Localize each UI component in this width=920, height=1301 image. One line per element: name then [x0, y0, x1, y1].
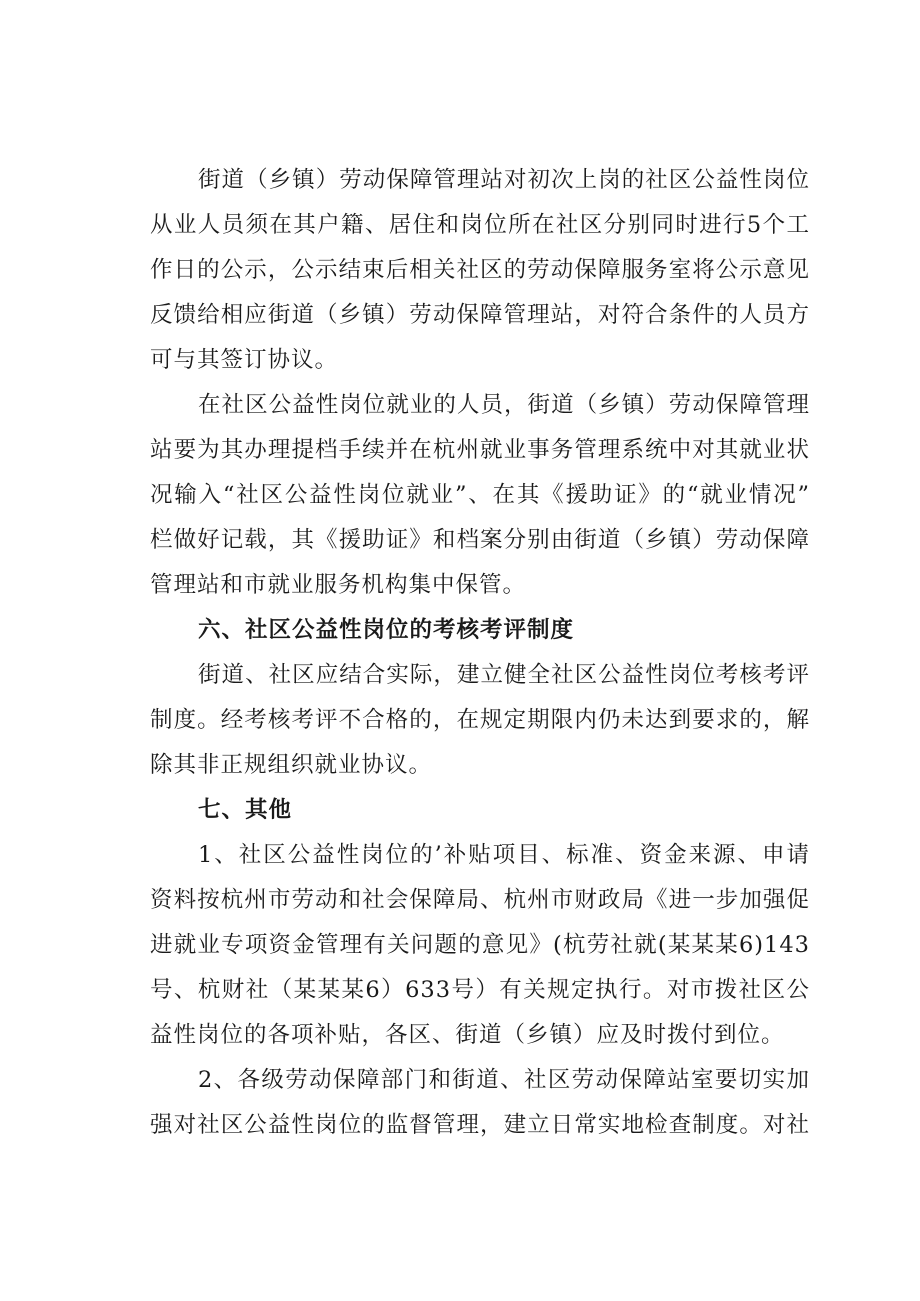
- paragraph-4-line-3: 进就业专项资金管理有关问题的意见》(杭劳社就(某某某6)143: [150, 932, 810, 958]
- paragraph-4-line-2: 资料按杭州市劳动和社会保障局、杭州市财政局《进一步加强促: [150, 887, 810, 913]
- paragraph-1-line-4: 反馈给相应街道（乡镇）劳动保障管理站，对符合条件的人员方: [150, 302, 810, 328]
- paragraph-1-line-1: 街道（乡镇）劳动保障管理站对初次上岗的社区公益性岗位: [198, 167, 810, 193]
- paragraph-2-line-3: 况输入“社区公益性岗位就业”、在其《援助证》的“就业情况”: [150, 482, 810, 508]
- paragraph-1-line-3: 作日的公示，公示结束后相关社区的劳动保障服务室将公示意见: [150, 257, 810, 283]
- paragraph-5-line-1: 2、各级劳动保障部门和街道、社区劳动保障站室要切实加: [198, 1067, 810, 1093]
- paragraph-5-line-2: 强对社区公益性岗位的监督管理，建立日常实地检查制度。对社: [150, 1112, 810, 1138]
- paragraph-1-line-2: 从业人员须在其户籍、居住和岗位所在社区分别同时进行5个工: [150, 212, 810, 238]
- paragraph-2-line-2: 站要为其办理提档手续并在杭州就业事务管理系统中对其就业状: [150, 437, 810, 463]
- paragraph-3-line-1: 街道、社区应结合实际，建立健全社区公益性岗位考核考评: [198, 662, 810, 688]
- paragraph-4-line-4: 号、杭财社（某某某6）633号）有关规定执行。对市拨社区公: [150, 977, 810, 1003]
- paragraph-1-line-5: 可与其签订协议。: [150, 347, 339, 373]
- section-heading-7: 七、其他: [198, 797, 293, 823]
- paragraph-3-line-3: 除其非正规组织就业协议。: [150, 752, 433, 778]
- paragraph-2-line-1: 在社区公益性岗位就业的人员，街道（乡镇）劳动保障管理: [198, 392, 810, 418]
- paragraph-2-line-5: 管理站和市就业服务机构集中保管。: [150, 572, 527, 598]
- paragraph-4-line-1: 1、社区公益性岗位的’补贴项目、标准、资金来源、申请: [198, 842, 810, 868]
- paragraph-2-line-4: 栏做好记载，其《援助证》和档案分别由街道（乡镇）劳动保障: [150, 527, 810, 553]
- paragraph-3-line-2: 制度。经考核考评不合格的，在规定期限内仍未达到要求的，解: [150, 707, 810, 733]
- paragraph-4-line-5: 益性岗位的各项补贴，各区、街道（乡镇）应及时拨付到位。: [150, 1022, 785, 1048]
- section-heading-6: 六、社区公益性岗位的考核考评制度: [198, 617, 575, 643]
